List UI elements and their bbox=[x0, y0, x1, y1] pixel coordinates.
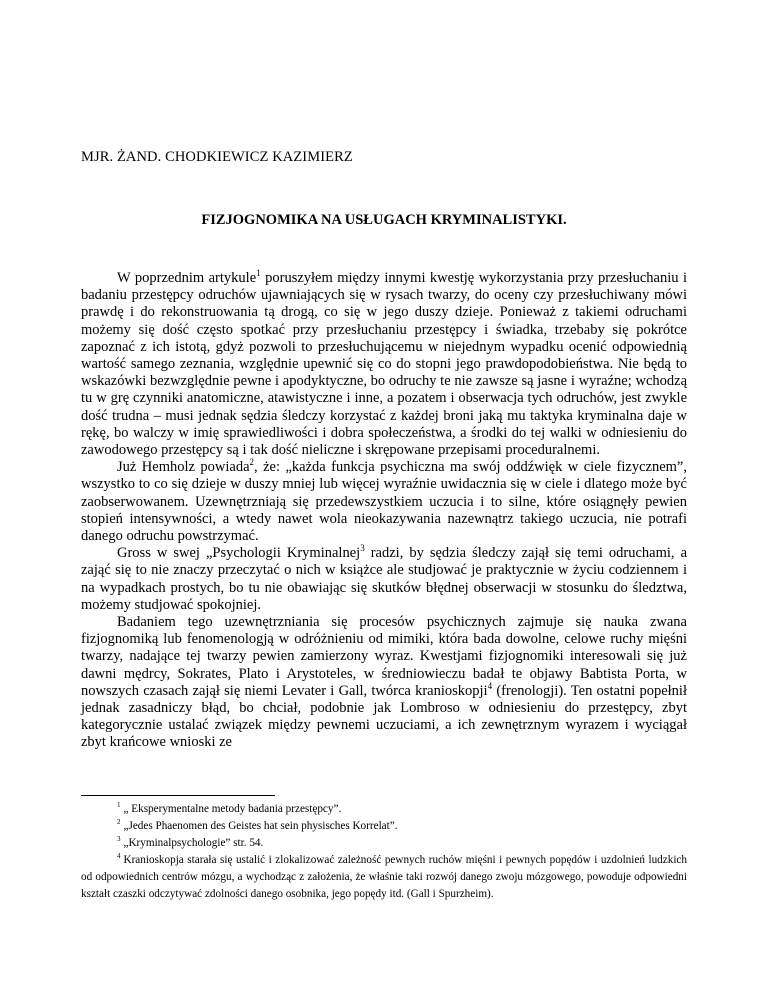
footnote-4 bbox=[81, 852, 687, 903]
footnote-text: „Jedes Phaenomen des Geistes hat sein physisches Korrelat”. bbox=[123, 820, 398, 832]
paragraph-text: Gross w swej „Psychologii Kryminalnej bbox=[117, 545, 361, 562]
author-line: MJR. ŻAND. CHODKIEWICZ KAZIMIERZ bbox=[81, 149, 353, 165]
paragraph-3 bbox=[81, 545, 687, 614]
article-body bbox=[81, 270, 687, 752]
footnote-number: 4 bbox=[117, 852, 121, 861]
paragraph-text: Badaniem tego uzewnętrzniania się procesów psychicznych zajmuje się nauka zwana fizjognomiką lub fenomenologją w odróżnieniu od mimiki, która bada dowolne, celowe ruchy mięśni twarzy, nadające tej twarzy pewien zamierzony wyraz. Kwestjami fizjognomiki interesowali się już dawni mędrcy, Sokrates, Plato i Arystoteles, w średniowieczu badał te objawy Babtista Porta, w nowszych czasach zajął się niemi Levater i Gall, twórca kranioskopji bbox=[81, 614, 687, 699]
footnote-1 bbox=[81, 801, 687, 818]
footnote-number: 2 bbox=[117, 818, 121, 827]
paragraph-text: W poprzednim artykule bbox=[117, 270, 257, 286]
paragraph-text: Już Hemholz powiada bbox=[117, 459, 250, 476]
footnote-ref-1[interactable]: 1 bbox=[256, 268, 261, 279]
article-title: FIZJOGNOMIKA NA USŁUGACH KRYMINALISTYKI. bbox=[201, 212, 567, 228]
footnote-2 bbox=[81, 818, 687, 835]
paragraph-1 bbox=[81, 270, 687, 459]
footnote-ref-2[interactable]: 2 bbox=[249, 457, 255, 468]
footnote-ref-3[interactable]: 3 bbox=[360, 543, 365, 554]
footnote-ref-4[interactable]: 4 bbox=[487, 681, 493, 692]
footnote-text: „Kryminalpsychologie” str. 54. bbox=[123, 837, 264, 849]
footnote-text: „ Eksperymentalne metody badania przestępcy”. bbox=[123, 803, 342, 815]
paragraph-text: poruszyłem między innymi kwestję wykorzystania przy przesłuchaniu i badaniu przestępcy odruchów ujawniających się w rysach twarzy, do oceny czy przesłuchiwany mówi prawdę i do rekonstruowania tą drogą, co się w jego duszy dzieje. Ponieważ z takiemi odruchami możemy się dość często spotkać przy przesłuchaniu przestępcy i świadka, trzebaby się pokrótce zapoznać z ich istotą, gdyż pozwoli to przesłuchującemu w niejednym wypadku ocenić odpowiednią wartość samego zeznania, względnie upewnić się co do stopni jego prawdopodobieństwa. Nie będą to wskazówki bezwzględnie pewne i apodyktyczne, bo odruchy te nie zawsze są jasne i wyraźne; wchodzą tu w grę czynniki anatomiczne, atawistyczne i inne, a pozatem i obserwacja tych odruchów, jest zwykle dość trudna – musi jednak sędzia śledczy korzystać z każdej broni jaką mu taktyka kryminalna daje w rękę, bo walczy w imię sprawiedliwości i dobra społeczeństwa, a środki do tej walki w odniesieniu do zawodowego przestępcy są i tak dość nieliczne i skrępowane przepisami proceduralnemi. bbox=[81, 270, 687, 459]
footnote-separator bbox=[81, 795, 275, 796]
footnote-number: 3 bbox=[117, 835, 121, 844]
paragraph-text: radzi, by sędzia śledczy zajął się temi odruchami, a zająć się to nie znaczy przeczytać o nich w książce ale studjować je praktycznie w życiu codziennem i na wypadkach prostych, bo tu nie obawiając się skutków błędnej obserwacji w stosunku do śledztwa, możemy studjować spokojniej. bbox=[81, 545, 688, 613]
paragraph-text: , że: „każda funkcja psychiczna ma swój oddźwięk w ciele fizycznem”, wszystko to co się dzieje w duszy mniej lub więcej wyraźnie uwidacznia się w ciele i dlatego może być zaobserwowanem. Uzewnętrzniają się przedewszystkiem uczucia i to silne, które osiągnęły pewien stopień intensywności, a wtedy nawet wola nieokazywania nazewnątrz takiego uczucia, nie potrafi danego odruchu powstrzymać. bbox=[81, 459, 687, 545]
footnotes bbox=[81, 801, 687, 903]
footnote-number: 1 bbox=[117, 801, 121, 810]
paragraph-2 bbox=[81, 459, 687, 545]
footnote-3 bbox=[81, 835, 687, 852]
paragraph-text: (frenologji). Ten ostatni popełnił jednak zasadniczy błąd, bo chciał, podobnie jak Lombroso w odniesieniu do przestępcy, zbyt kategorycznie ustalać związek między pewnemi uczuciami, a ich zewnętrznym wyrazem i wyciągał zbyt krańcowe wnioski ze bbox=[81, 682, 687, 751]
document-page bbox=[81, 148, 687, 752]
paragraph-4 bbox=[81, 614, 687, 752]
footnote-text: Kranioskopja starała się ustalić i zlokalizować zależność pewnych ruchów mięśni i pewnych popędów i uzdolnień ludzkich od odpowiednich centrów mózgu, a wychodząc z założenia, że właśnie taki rozwój danego zwoju mózgowego, powoduje odpowiedni kształt czaszki odczytywać zdolności danego osobnika, jego popędy itd. (Gall i Spurzheim). bbox=[81, 854, 687, 900]
